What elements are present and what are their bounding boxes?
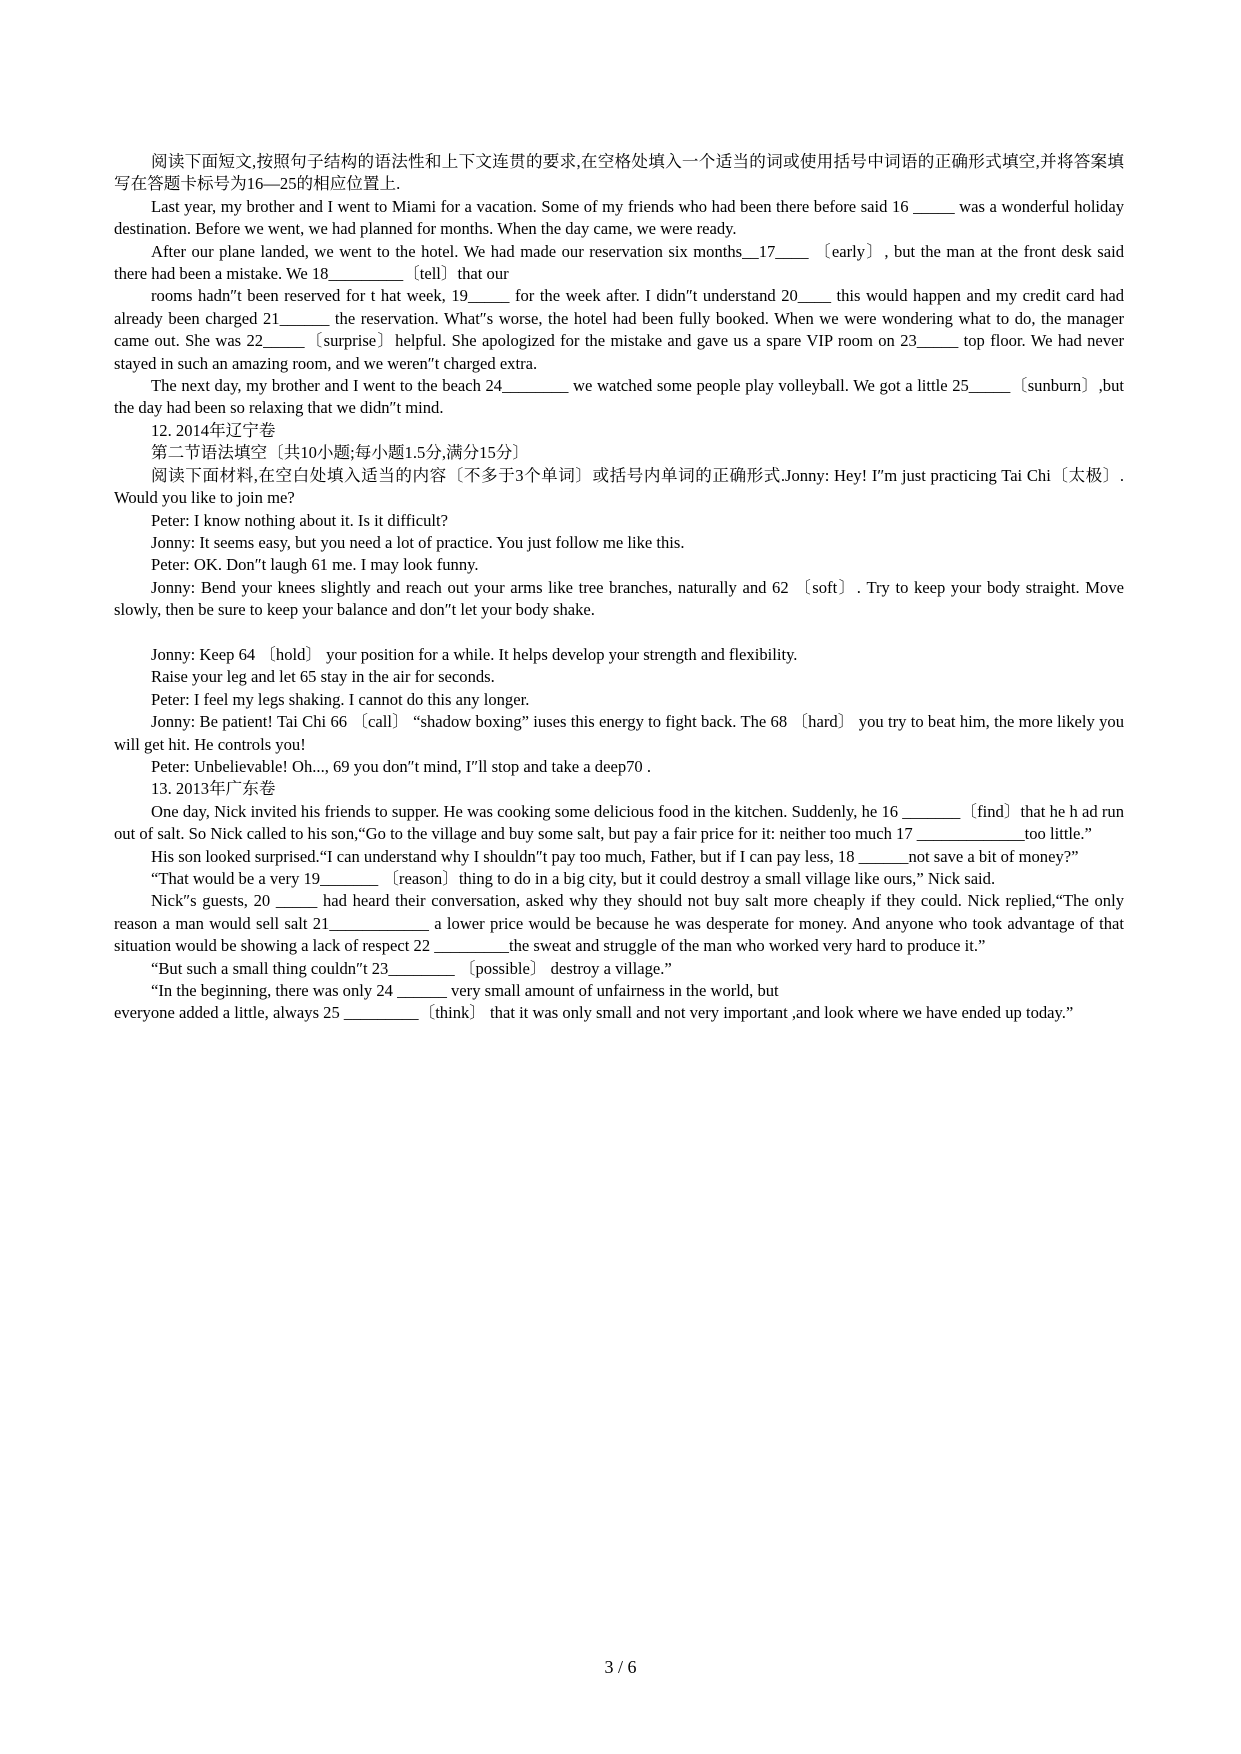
dialogue-line: Jonny: Bend your knees slightly and reach out your arms like tree branches, naturally and 62 〔soft〕. Try to keep your body straight. Move slowly, then be sure to keep your balance and don″t let your body shake.	[114, 577, 1124, 620]
section-heading-guangdong: 13. 2013年广东卷	[151, 779, 276, 799]
section-subheading: 第二节语法填空〔共10小题;每小题1.5分,满分15分〕	[151, 443, 529, 463]
passage-paragraph-2: After our plane landed, we went to the hotel. We had made our reservation six months__17____ 〔early〕, but the man at the front desk said there had been a mistake. We 18_________〔tell〕that our	[114, 241, 1124, 284]
page-body	[114, 151, 1124, 1025]
dialogue-line: Jonny: Be patient! Tai Chi 66 〔call〕 “shadow boxing” iuses this energy to fight back. The 68 〔hard〕 you try to beat him, the more likely you will get hit. He controls you!	[114, 712, 1124, 754]
story-paragraph-5: “But such a small thing couldn″t 23________ 〔possible〕 destroy a village.”	[151, 958, 672, 978]
page-number: 3 / 6	[604, 1657, 637, 1677]
section-heading-liaoning: 12. 2014年辽宁卷	[151, 420, 276, 440]
passage-paragraph-3: rooms hadn″t been reserved for t hat week, 19_____ for the week after. I didn″t understand 20____ this would happen and my credit card had already been charged 21______ the reservation. What″s worse, the hotel had been fully booked. When we were wondering what to do, the manager came out. She was 22_____〔surprise〕helpful. She apologized for the mistake and gave us a spare VIP room on 23_____ top floor. We had never stayed in such an amazing room, and we weren″t charged extra.	[114, 286, 1124, 373]
dialogue-intro: 阅读下面材料,在空白处填入适当的内容〔不多于3个单词〕或括号内单词的正确形式.Jonny: Hey! I″m just practicing Tai Chi〔太极〕. Would you like to join me?	[114, 465, 1124, 508]
dialogue-line: Peter: OK. Don″t laugh 61 me. I may look funny.	[151, 555, 479, 575]
instructions-paragraph: 阅读下面短文,按照句子结构的语法性和上下文连贯的要求,在空格处填入一个适当的词或使用括号中词语的正确形式填空,并将答案填写在答题卡标号为16—25的相应位置上.	[114, 152, 1124, 194]
passage-paragraph-1: Last year, my brother and I went to Miami for a vacation. Some of my friends who had been there before said 16 _____ was a wonderful holiday destination. Before we went, we had planned for months. When the day came, we were ready.	[114, 196, 1124, 239]
dialogue-line: Peter: I know nothing about it. Is it difficult?	[151, 510, 448, 530]
dialogue-line: Raise your leg and let 65 stay in the air for seconds.	[151, 667, 495, 687]
dialogue-line: Jonny: Keep 64 〔hold〕 your position for a while. It helps develop your strength and flexibility.	[151, 644, 798, 664]
dialogue-line: Jonny: It seems easy, but you need a lot of practice. You just follow me like this.	[151, 532, 685, 552]
dialogue-line: Peter: I feel my legs shaking. I cannot do this any longer.	[151, 689, 530, 709]
story-paragraph-6: “In the beginning, there was only 24 ______ very small amount of unfairness in the world, but	[151, 981, 779, 1001]
story-paragraph-7: everyone added a little, always 25 _________〔think〕 that it was only small and not very important ,and look where we have ended up today.”	[114, 1003, 1074, 1023]
passage-paragraph-4: The next day, my brother and I went to the beach 24________ we watched some people play volleyball. We got a little 25_____〔sunburn〕,but the day had been so relaxing that we didn″t mind.	[114, 376, 1124, 418]
dialogue-line: Peter: Unbelievable! Oh..., 69 you don″t mind, I″ll stop and take a deep70 .	[151, 756, 652, 776]
story-paragraph-4: Nick″s guests, 20 _____ had heard their conversation, asked why they should not buy salt more cheaply if they could. Nick replied,“The only reason a man would sell salt 21____________ a lower price would be because he was desperate for money. And anyone who took advantage of that situation would be showing a lack of respect 22 _________the sweat and struggle of the man who worked very hard to produce it.”	[114, 891, 1124, 956]
story-paragraph-2: His son looked surprised.“I can understand why I shouldn″t pay too much, Father, but if I can pay less, 18 ______not save a bit of money?”	[151, 846, 1079, 866]
story-paragraph-1: One day, Nick invited his friends to supper. He was cooking some delicious food in the kitchen. Suddenly, he 16 _______〔find〕that he h ad run out of salt. So Nick called to his son,“Go to the village and buy some salt, but pay a fair price for it: neither too much 17 _____________too little.”	[114, 801, 1124, 844]
story-paragraph-3: “That would be a very 19_______ 〔reason〕thing to do in a big city, but it could destroy a small village like ours,” Nick said.	[151, 868, 996, 888]
blank-line	[114, 622, 1124, 644]
